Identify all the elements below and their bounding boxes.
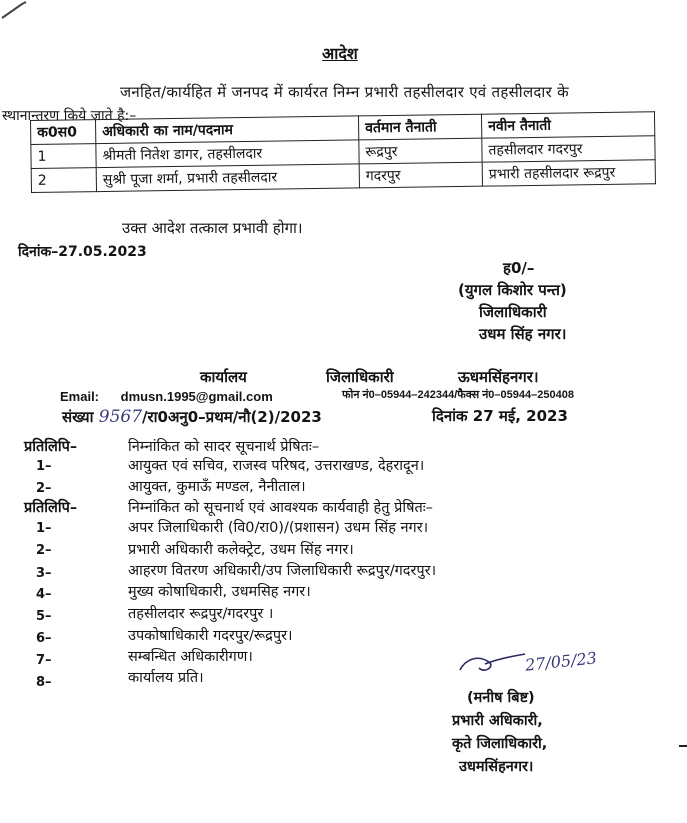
intro-line-1: जनहित/कार्यहित में जनपद में कार्यरत निम्न प्रभारी तहसीलदार एवं तहसीलदार के xyxy=(120,83,569,101)
cell-serial: 1 xyxy=(31,144,96,169)
copy2-item-text: प्रभारी अधिकारी कलेक्ट्रेट, उधम सिंह नगर। xyxy=(128,542,354,558)
copy2-text: निम्नांकित को सूचनार्थ एवं आवश्यक कार्यवाही हेतु प्रेषितः– xyxy=(128,500,433,516)
copy1-item-num: 2– xyxy=(36,481,52,496)
col-header-serial: क0स0 xyxy=(31,120,96,145)
intro-line-2: स्थानान्तरण किये जाते है:– xyxy=(2,108,137,124)
effect-line: उक्त आदेश तत्काल प्रभावी होगा। xyxy=(122,219,303,237)
copy2-item-num: 8– xyxy=(36,675,52,690)
handwritten-number: 9567 xyxy=(98,407,143,427)
dispatch-date: दिनांक 27 मई, 2023 xyxy=(432,407,568,425)
col-header-new: नवीन तैनाती xyxy=(481,112,654,138)
officer-sig-line-4: उधमसिंहनगर। xyxy=(459,759,534,775)
copy2-item-text: सम्बन्धित अधिकारीगण। xyxy=(128,649,253,665)
order-title: आदेश xyxy=(322,44,358,63)
email-label: Email: xyxy=(60,389,100,404)
email-row xyxy=(60,389,273,404)
office-label: कार्यालय xyxy=(200,368,247,386)
order-date: दिनांक–27.05.2023 xyxy=(18,244,147,260)
email-address: dmusn.1995@gmail.com xyxy=(120,389,273,404)
page-edge-mark xyxy=(679,745,687,747)
transfer-table xyxy=(30,111,656,193)
dm-sig-line-3: जिलाधिकारी xyxy=(479,303,547,321)
copy1-item-text: आयुक्त, कुमाऊँ मण्डल, नैनीताल। xyxy=(128,479,306,495)
copy2-item-text: आहरण वितरण अधिकारी/उप जिलाधिकारी रूद्रपुर/गदरपुर। xyxy=(128,563,437,579)
copy2-label: प्रतिलिपि– xyxy=(24,500,78,516)
cell-officer: सुश्री पूजा शर्मा, प्रभारी तहसीलदार xyxy=(96,164,359,192)
reference-number xyxy=(62,407,322,427)
col-header-current: वर्तमान तैनाती xyxy=(358,114,481,140)
dm-sig-line-4: उधम सिंह नगर। xyxy=(479,325,567,343)
cell-new: तहसीलदार गदरपुर xyxy=(482,136,655,162)
cell-new: प्रभारी तहसीलदार रूद्रपुर xyxy=(482,160,655,186)
copy1-text: निम्नांकित को सादर सूचनार्थ प्रेषितः– xyxy=(128,439,320,455)
handwritten-date: 27/05/23 xyxy=(524,648,598,675)
cell-serial: 2 xyxy=(31,168,96,193)
copy2-item-num: 2– xyxy=(36,543,52,558)
officer-sig-line-3: कृते जिलाधिकारी, xyxy=(452,736,548,752)
copy2-item-num: 6– xyxy=(36,631,52,646)
phone-fax: फोन नं0–05944–242344/फैक्स नं0–05944–250408 xyxy=(342,389,574,401)
dm-sig-line-2: (युगल किशोर पन्त) xyxy=(458,281,567,299)
copy2-item-text: उपकोषाधिकारी गदरपुर/रूद्रपुर। xyxy=(128,628,293,644)
copy1-item-text: आयुक्त एवं सचिव, राजस्व परिषद, उत्तराखण्ड, देहरादून। xyxy=(128,458,425,474)
copy2-item-num: 3– xyxy=(36,566,52,581)
number-label: संख्या xyxy=(62,408,94,426)
copy2-item-text: मुख्य कोषाधिकारी, उधमसिह नगर। xyxy=(128,584,311,600)
office-place: ऊधमसिंहनगर। xyxy=(458,368,539,386)
copy2-item-text: अपर जिलाधिकारी (वि0/रा0)/(प्रशासन) उधम सिंह नगर। xyxy=(128,520,429,536)
copy1-item-num: 1– xyxy=(36,459,52,474)
copy2-item-text: कार्यालय प्रति। xyxy=(128,670,204,686)
dm-sig-line-1: ह0/– xyxy=(503,259,535,277)
copy2-item-text: तहसीलदार रूद्रपुर/गदरपुर । xyxy=(128,606,274,622)
copy2-item-num: 1– xyxy=(36,521,52,536)
officer-sig-line-1: (मनीष बिष्ट) xyxy=(467,690,535,706)
copy2-item-num: 5– xyxy=(36,609,52,624)
office-dm: जिलाधिकारी xyxy=(326,368,394,386)
copy1-label: प्रतिलिपि– xyxy=(24,439,78,455)
cell-current: गदरपुर xyxy=(359,162,482,188)
copy2-item-num: 4– xyxy=(36,587,52,602)
copy2-item-num: 7– xyxy=(36,653,52,668)
cell-current: रूद्रपुर xyxy=(359,138,482,164)
cell-officer: श्रीमती नितेश डागर, तहसीलदार xyxy=(96,140,359,168)
number-suffix: /रा0अनु0–प्रथम/नौ(2)/2023 xyxy=(142,408,322,426)
officer-sig-line-2: प्रभारी अधिकारी, xyxy=(452,713,543,729)
corner-pen-mark xyxy=(0,0,30,20)
col-header-officer: अधिकारी का नाम/पदनाम xyxy=(96,116,359,144)
